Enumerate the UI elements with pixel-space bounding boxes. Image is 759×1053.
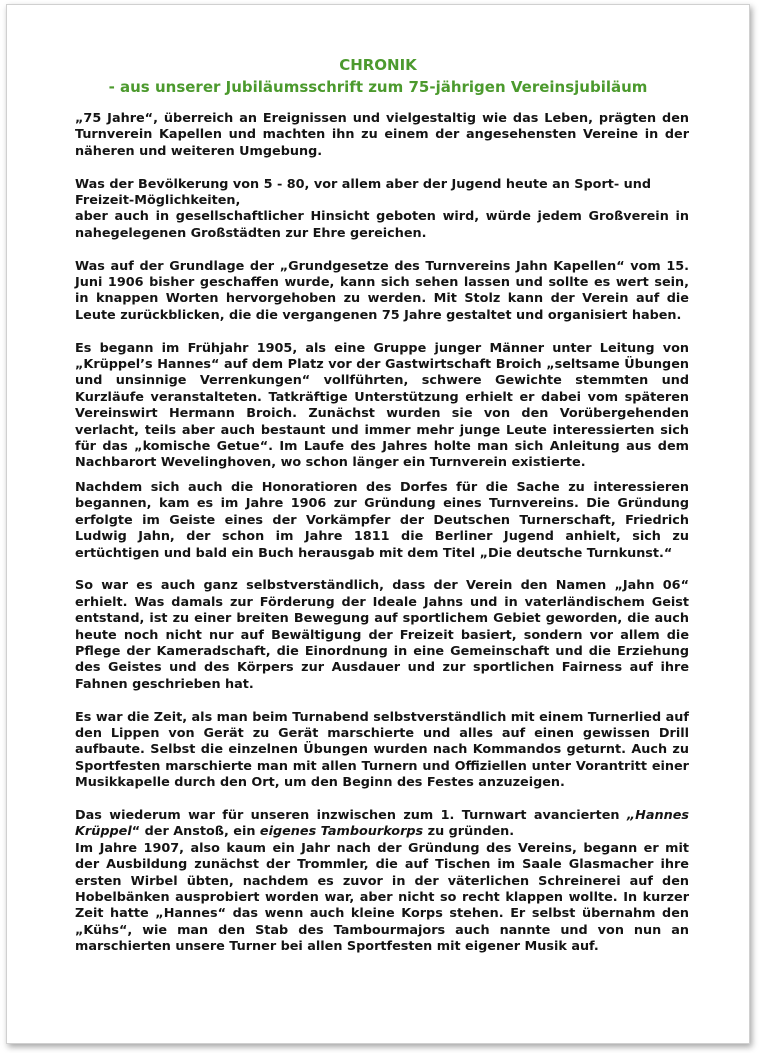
paragraph-8-mid: “ der Anstoß, ein: [131, 824, 260, 840]
paragraph-8: [75, 808, 689, 841]
document-page: [6, 4, 750, 1044]
paragraph-8-emphasis-tambourkorps: eigenes Tambourkorps: [259, 824, 424, 840]
paragraph-3: Was auf der Grundlage der „Grundgesetze des Turnvereins Jahn Kapellen“ vom 15. Juni 1906 bisher geschaffen wurde, kann sich sehen lassen und sollte es wert sein, in knappen Worten hervorgehoben zu werden. Mit Stolz kann der Verein auf die Leute zurückblicken, die die vergangenen 75 Jahre gestaltet und organisiert haben.: [75, 258, 689, 323]
paragraph-1: „75 Jahre“, überreich an Ereignissen und vielgestaltig wie das Leben, prägten den Turnverein Kapellen und machten ihn zu einem der angesehensten Vereine in der näheren und weiteren Umgebung.: [75, 111, 689, 159]
paragraph-8-post: zu gründen.: [423, 824, 515, 840]
paragraph-5: Nachdem sich auch die Honoratioren des Dorfes für die Sache zu interessieren begannen, kam es im Jahre 1906 zur Gründung eines Turnvereins. Die Gründung erfolgte im Geiste eines der Vorkämpfer der Deutschen Turnerschaft, Friedrich Ludwig Jahn, der schon im Jahre 1811 die Berliner Jugend anhielt, sich zu ertüchtigen und bald ein Buch herausgab mit dem Titel „Die deutsche Turnkunst.“: [75, 479, 689, 561]
paragraph-8-emphasis-hannes: „Hannes Krüppel: [75, 807, 689, 840]
paragraph-2a: Was der Bevölkerung von 5 - 80, vor allem aber der Jugend heute an Sport- und Freizeit-Möglichkeiten,: [75, 176, 652, 209]
paragraph-9: Im Jahre 1907, also kaum ein Jahr nach der Gründung des Vereins, begann er mit der Ausbildung zunächst der Trommler, die auf Tischen im Saale Glasmacher ihre ersten Wirbel übten, nachdem es zuvor in der väterlichen Schreinerei auf den Hobelbänken ausprobiert worden war, aber nicht so recht klappen wollte. In kurzer Zeit hatte „Hannes“ das wenn auch kleine Korps stehen. Er selbst übernahm den „Kühs“, wie man den Stab des Tambourmajors auch nannte und von nun an marschierten unsere Turner bei allen Sportfesten mit eigener Musik auf.: [75, 840, 689, 955]
paragraph-8-pre: Das wiederum war für unseren inzwischen zum 1. Turnwart avancierten: [75, 807, 627, 823]
paragraph-7: Es war die Zeit, als man beim Turnabend selbstverständlich mit einem Turnerlied auf den Lippen von Gerät zu Gerät marschierte und alles auf einen gewissen Drill aufbaute. Selbst die einzelnen Übungen wurden nach Kommandos geturnt. Auch zu Sportfesten marschierte man mit allen Turnern und Offiziellen unter Vorantritt einer Musikkapelle durch den Ort, um den Beginn des Festes anzuzeigen.: [75, 709, 689, 791]
page-title: CHRONIK: [339, 56, 417, 74]
paragraph-2b: aber auch in gesellschaftlicher Hinsicht geboten wird, würde jedem Großverein in nahegelegenen Großstädten zur Ehre gereichen.: [75, 209, 689, 241]
paragraph-4: Es begann im Frühjahr 1905, als eine Gruppe junger Männer unter Leitung von „Krüppel’s Hannes“ auf dem Platz vor der Gastwirtschaft Broich „seltsame Übungen und unsinnige Verrenkungen“ vollführten, schwere Gewichte stemmten und Kurzläufe veranstalteten. Tatkräftige Unterstützung erhielt er dabei vom späteren Vereinswirt Hermann Broich. Zunächst wurden sie von den Vorübergehenden verlacht, teils aber auch bestaunt und immer mehr junge Leute interessierten sich für das „komische Getue“. Im Laufe des Jahres holte man sich Anleitung aus dem Nachbarort Wevelinghoven, wo schon länger ein Turnverein existierte.: [75, 340, 689, 471]
page-subtitle: - aus unserer Jubiläumsschrift zum 75-jährigen Vereinsjubiläum: [108, 78, 648, 96]
paragraph-6: So war es auch ganz selbstverständlich, dass der Verein den Namen „Jahn 06“ erhielt. Was damals zur Förderung der Ideale Jahns und in vaterländischem Geist entstand, ist zu einer breiten Bewegung auf sportlichem Gebiet geworden, die auch heute noch nicht nur auf Bewältigung der Freizeit basiert, sondern vor allem die Pflege der Kameradschaft, die Einordnung in eine Gemeinschaft und die Erziehung des Geistes und des Körpers zur Ausdauer und zur sportlichen Fairness auf ihre Fahnen geschrieben hat.: [75, 578, 689, 692]
document-body: [75, 111, 689, 956]
